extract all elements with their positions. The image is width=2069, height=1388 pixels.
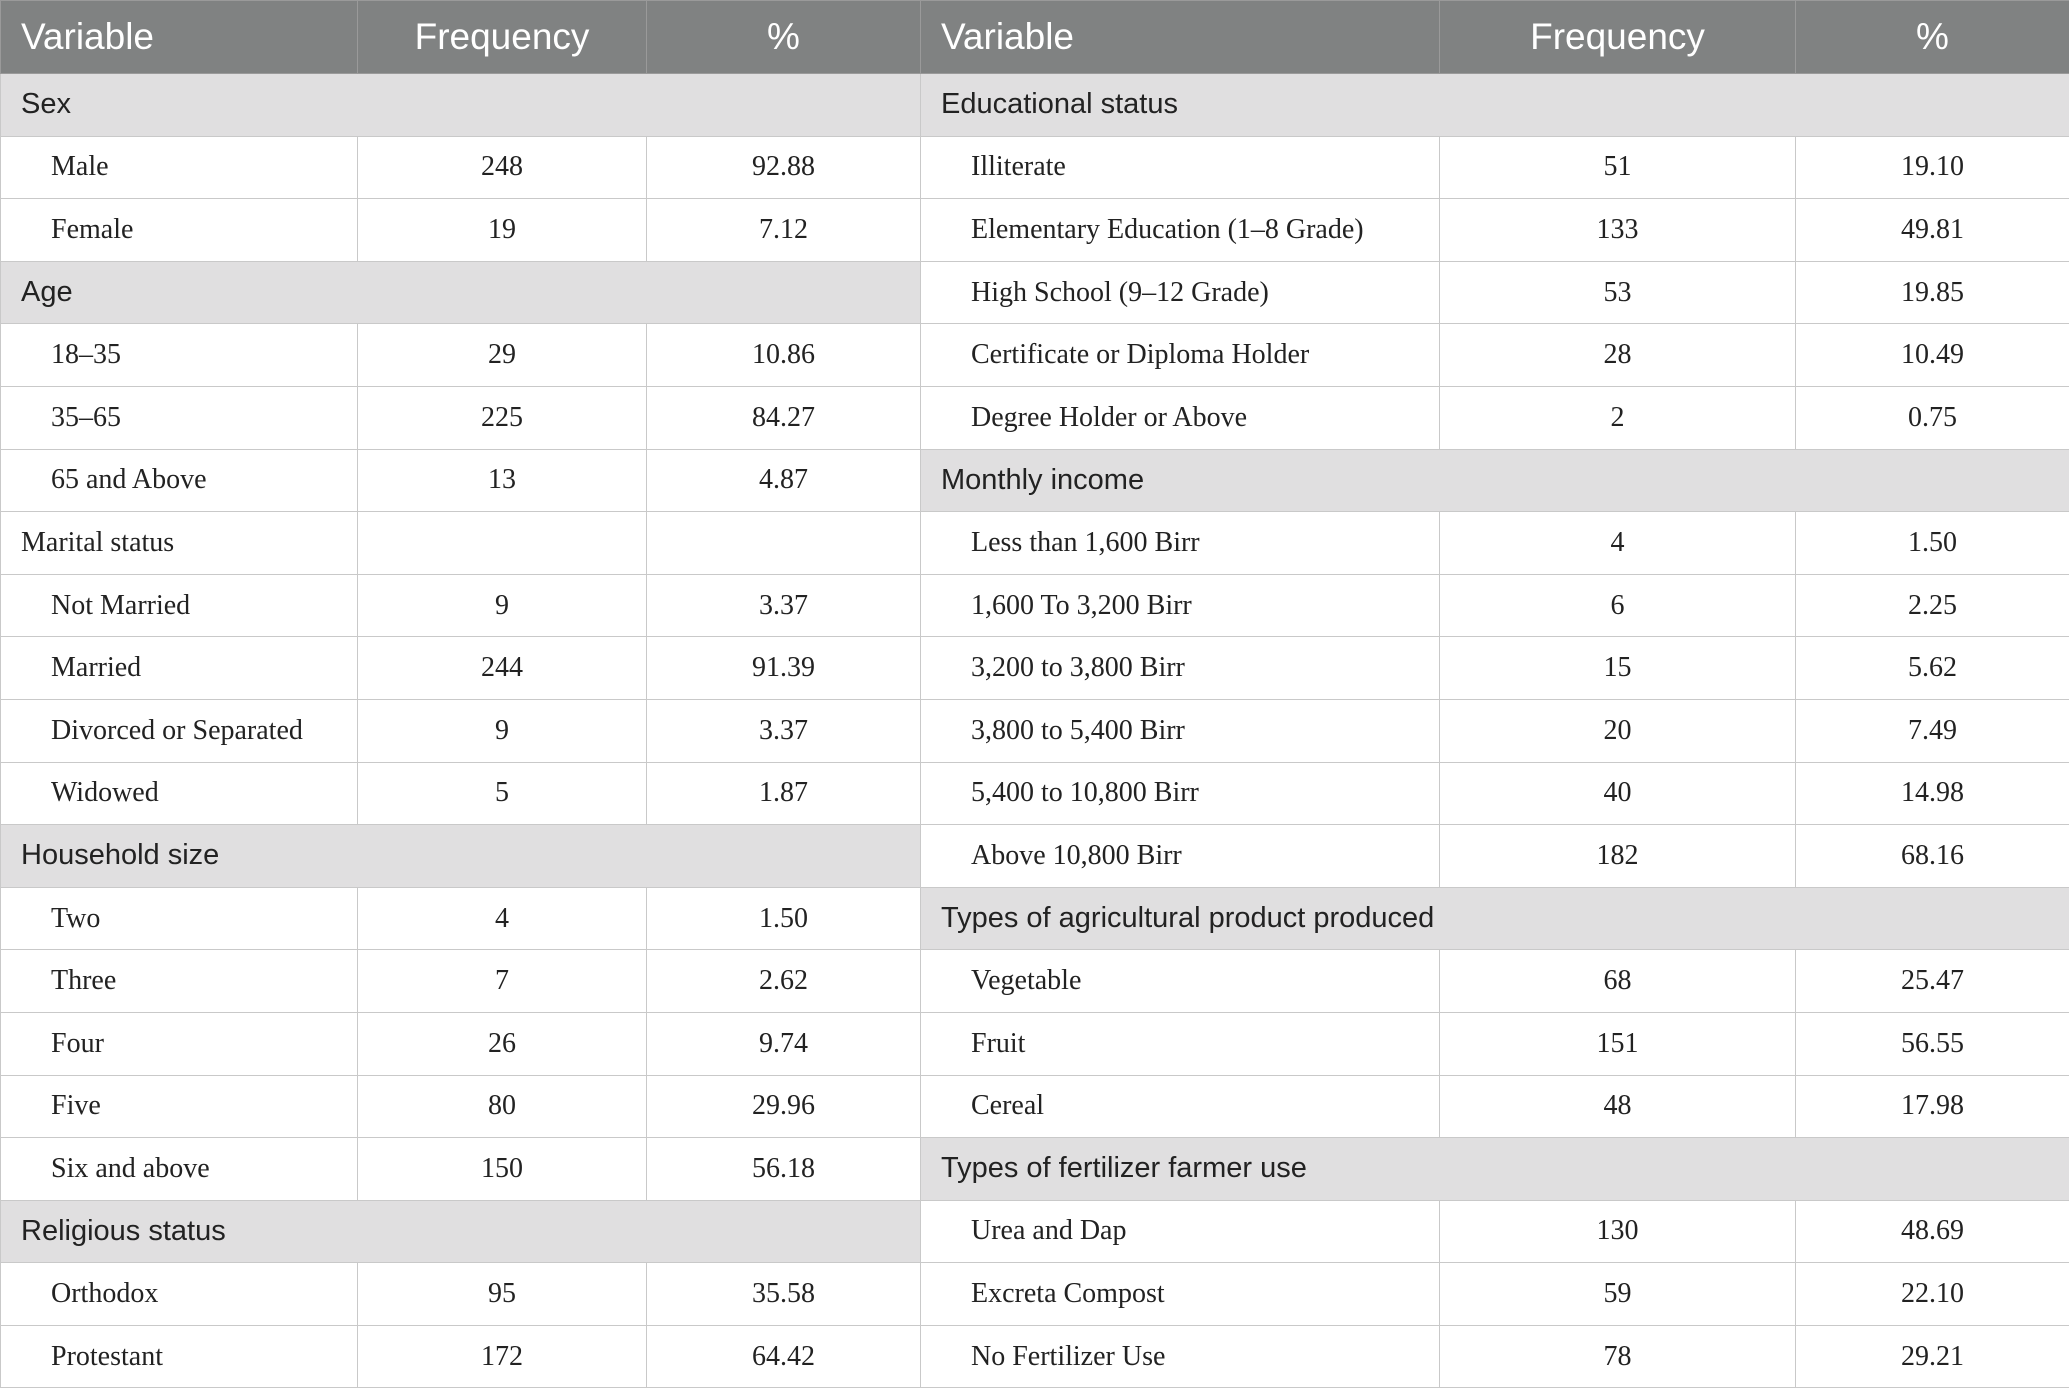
variable-label: Marital status	[1, 512, 358, 575]
header-frequency: Frequency	[1440, 1, 1796, 74]
frequency-cell: 130	[1440, 1200, 1796, 1263]
frequency-cell: 40	[1440, 762, 1796, 825]
variable-label: 65 and Above	[1, 449, 358, 512]
variable-label: High School (9–12 Grade)	[921, 261, 1440, 324]
percent-cell: 7.49	[1796, 699, 2069, 762]
variable-label: Male	[1, 136, 358, 199]
percent-cell: 22.10	[1796, 1263, 2069, 1326]
percent-cell: 84.27	[647, 386, 921, 449]
variable-label: Above 10,800 Birr	[921, 825, 1440, 888]
frequency-cell: 51	[1440, 136, 1796, 199]
table-row	[1, 950, 2069, 1013]
percent-cell: 19.85	[1796, 261, 2069, 324]
frequency-cell: 151	[1440, 1012, 1796, 1075]
frequency-cell: 150	[358, 1138, 647, 1201]
percent-cell: 49.81	[1796, 199, 2069, 262]
section-header: Sex	[1, 74, 921, 137]
variable-label: Fruit	[921, 1012, 1440, 1075]
variable-label: Excreta Compost	[921, 1263, 1440, 1326]
variable-label: Cereal	[921, 1075, 1440, 1138]
variable-label: Illiterate	[921, 136, 1440, 199]
variable-label: Widowed	[1, 762, 358, 825]
variable-label: Not Married	[1, 574, 358, 637]
section-header: Religious status	[1, 1200, 921, 1263]
variable-label: Three	[1, 950, 358, 1013]
section-header: Monthly income	[921, 449, 2069, 512]
header-row	[1, 1, 2069, 74]
percent-cell: 0.75	[1796, 386, 2069, 449]
table-row	[1, 825, 2069, 888]
percent-cell: 4.87	[647, 449, 921, 512]
frequency-cell: 5	[358, 762, 647, 825]
variable-label: Elementary Education (1–8 Grade)	[921, 199, 1440, 262]
variable-label: 35–65	[1, 386, 358, 449]
table-row	[1, 762, 2069, 825]
variable-label: Vegetable	[921, 950, 1440, 1013]
variable-label: Divorced or Separated	[1, 699, 358, 762]
percent-cell: 2.25	[1796, 574, 2069, 637]
section-header: Household size	[1, 825, 921, 888]
variable-label: Married	[1, 637, 358, 700]
percent-cell: 29.21	[1796, 1325, 2069, 1388]
percent-cell: 5.62	[1796, 637, 2069, 700]
table-row	[1, 1200, 2069, 1263]
variable-label: 5,400 to 10,800 Birr	[921, 762, 1440, 825]
frequency-cell: 4	[358, 887, 647, 950]
frequency-cell: 95	[358, 1263, 647, 1326]
percent-cell: 1.50	[1796, 512, 2069, 575]
percent-cell: 35.58	[647, 1263, 921, 1326]
table-row	[1, 449, 2069, 512]
table-row	[1, 1138, 2069, 1201]
table-row	[1, 136, 2069, 199]
frequency-cell: 172	[358, 1325, 647, 1388]
header-variable: Variable	[1, 1, 358, 74]
frequency-cell: 59	[1440, 1263, 1796, 1326]
percent-cell: 92.88	[647, 136, 921, 199]
percent-cell: 10.49	[1796, 324, 2069, 387]
frequency-cell: 68	[1440, 950, 1796, 1013]
variable-label: Four	[1, 1012, 358, 1075]
frequency-cell: 26	[358, 1012, 647, 1075]
percent-cell: 3.37	[647, 699, 921, 762]
variable-label: Protestant	[1, 1325, 358, 1388]
variable-label: Urea and Dap	[921, 1200, 1440, 1263]
variable-label: Two	[1, 887, 358, 950]
variable-label: Five	[1, 1075, 358, 1138]
percent-cell: 48.69	[1796, 1200, 2069, 1263]
variable-label: 1,600 To 3,200 Birr	[921, 574, 1440, 637]
frequency-cell: 29	[358, 324, 647, 387]
table-row	[1, 1075, 2069, 1138]
frequency-cell	[358, 512, 647, 575]
table-row	[1, 1325, 2069, 1388]
variable-label: Six and above	[1, 1138, 358, 1201]
header-percent: %	[1796, 1, 2069, 74]
frequency-cell: 2	[1440, 386, 1796, 449]
header-percent: %	[647, 1, 921, 74]
frequency-cell: 78	[1440, 1325, 1796, 1388]
frequency-cell: 13	[358, 449, 647, 512]
percent-cell: 14.98	[1796, 762, 2069, 825]
variable-label: Degree Holder or Above	[921, 386, 1440, 449]
table-row	[1, 512, 2069, 575]
section-header: Age	[1, 261, 921, 324]
section-header: Types of agricultural product produced	[921, 887, 2069, 950]
table-row	[1, 261, 2069, 324]
frequency-cell: 15	[1440, 637, 1796, 700]
frequency-cell: 244	[358, 637, 647, 700]
table-row	[1, 574, 2069, 637]
frequency-cell: 4	[1440, 512, 1796, 575]
variable-label: 18–35	[1, 324, 358, 387]
percent-cell: 25.47	[1796, 950, 2069, 1013]
frequency-cell: 28	[1440, 324, 1796, 387]
table-row	[1, 324, 2069, 387]
percent-cell: 17.98	[1796, 1075, 2069, 1138]
table-row	[1, 637, 2069, 700]
percent-cell: 91.39	[647, 637, 921, 700]
percent-cell: 3.37	[647, 574, 921, 637]
percent-cell: 19.10	[1796, 136, 2069, 199]
percent-cell: 68.16	[1796, 825, 2069, 888]
variable-label: Female	[1, 199, 358, 262]
table-row	[1, 386, 2069, 449]
frequency-cell: 133	[1440, 199, 1796, 262]
percent-cell: 2.62	[647, 950, 921, 1013]
frequency-cell: 53	[1440, 261, 1796, 324]
frequency-cell: 19	[358, 199, 647, 262]
frequency-cell: 20	[1440, 699, 1796, 762]
header-frequency: Frequency	[358, 1, 647, 74]
frequency-cell: 182	[1440, 825, 1796, 888]
table-row	[1, 887, 2069, 950]
frequency-cell: 9	[358, 574, 647, 637]
variable-label: 3,200 to 3,800 Birr	[921, 637, 1440, 700]
frequency-cell: 248	[358, 136, 647, 199]
percent-cell: 1.50	[647, 887, 921, 950]
table-row	[1, 699, 2069, 762]
variable-label: Less than 1,600 Birr	[921, 512, 1440, 575]
table-row	[1, 1012, 2069, 1075]
frequency-cell: 6	[1440, 574, 1796, 637]
percent-cell: 10.86	[647, 324, 921, 387]
variable-label: 3,800 to 5,400 Birr	[921, 699, 1440, 762]
percent-cell: 64.42	[647, 1325, 921, 1388]
header-variable: Variable	[921, 1, 1440, 74]
percent-cell: 7.12	[647, 199, 921, 262]
section-header: Types of fertilizer farmer use	[921, 1138, 2069, 1201]
percent-cell	[647, 512, 921, 575]
percent-cell: 29.96	[647, 1075, 921, 1138]
section-header: Educational status	[921, 74, 2069, 137]
table-row	[1, 1263, 2069, 1326]
variable-label: Orthodox	[1, 1263, 358, 1326]
frequency-cell: 7	[358, 950, 647, 1013]
frequency-cell: 225	[358, 386, 647, 449]
percent-cell: 56.18	[647, 1138, 921, 1201]
frequency-cell: 80	[358, 1075, 647, 1138]
frequency-cell: 9	[358, 699, 647, 762]
table-row	[1, 74, 2069, 137]
table-body	[1, 74, 2069, 1388]
percent-cell: 56.55	[1796, 1012, 2069, 1075]
percent-cell: 9.74	[647, 1012, 921, 1075]
table-row	[1, 199, 2069, 262]
percent-cell: 1.87	[647, 762, 921, 825]
frequency-cell: 48	[1440, 1075, 1796, 1138]
variable-label: Certificate or Diploma Holder	[921, 324, 1440, 387]
variable-label: No Fertilizer Use	[921, 1325, 1440, 1388]
